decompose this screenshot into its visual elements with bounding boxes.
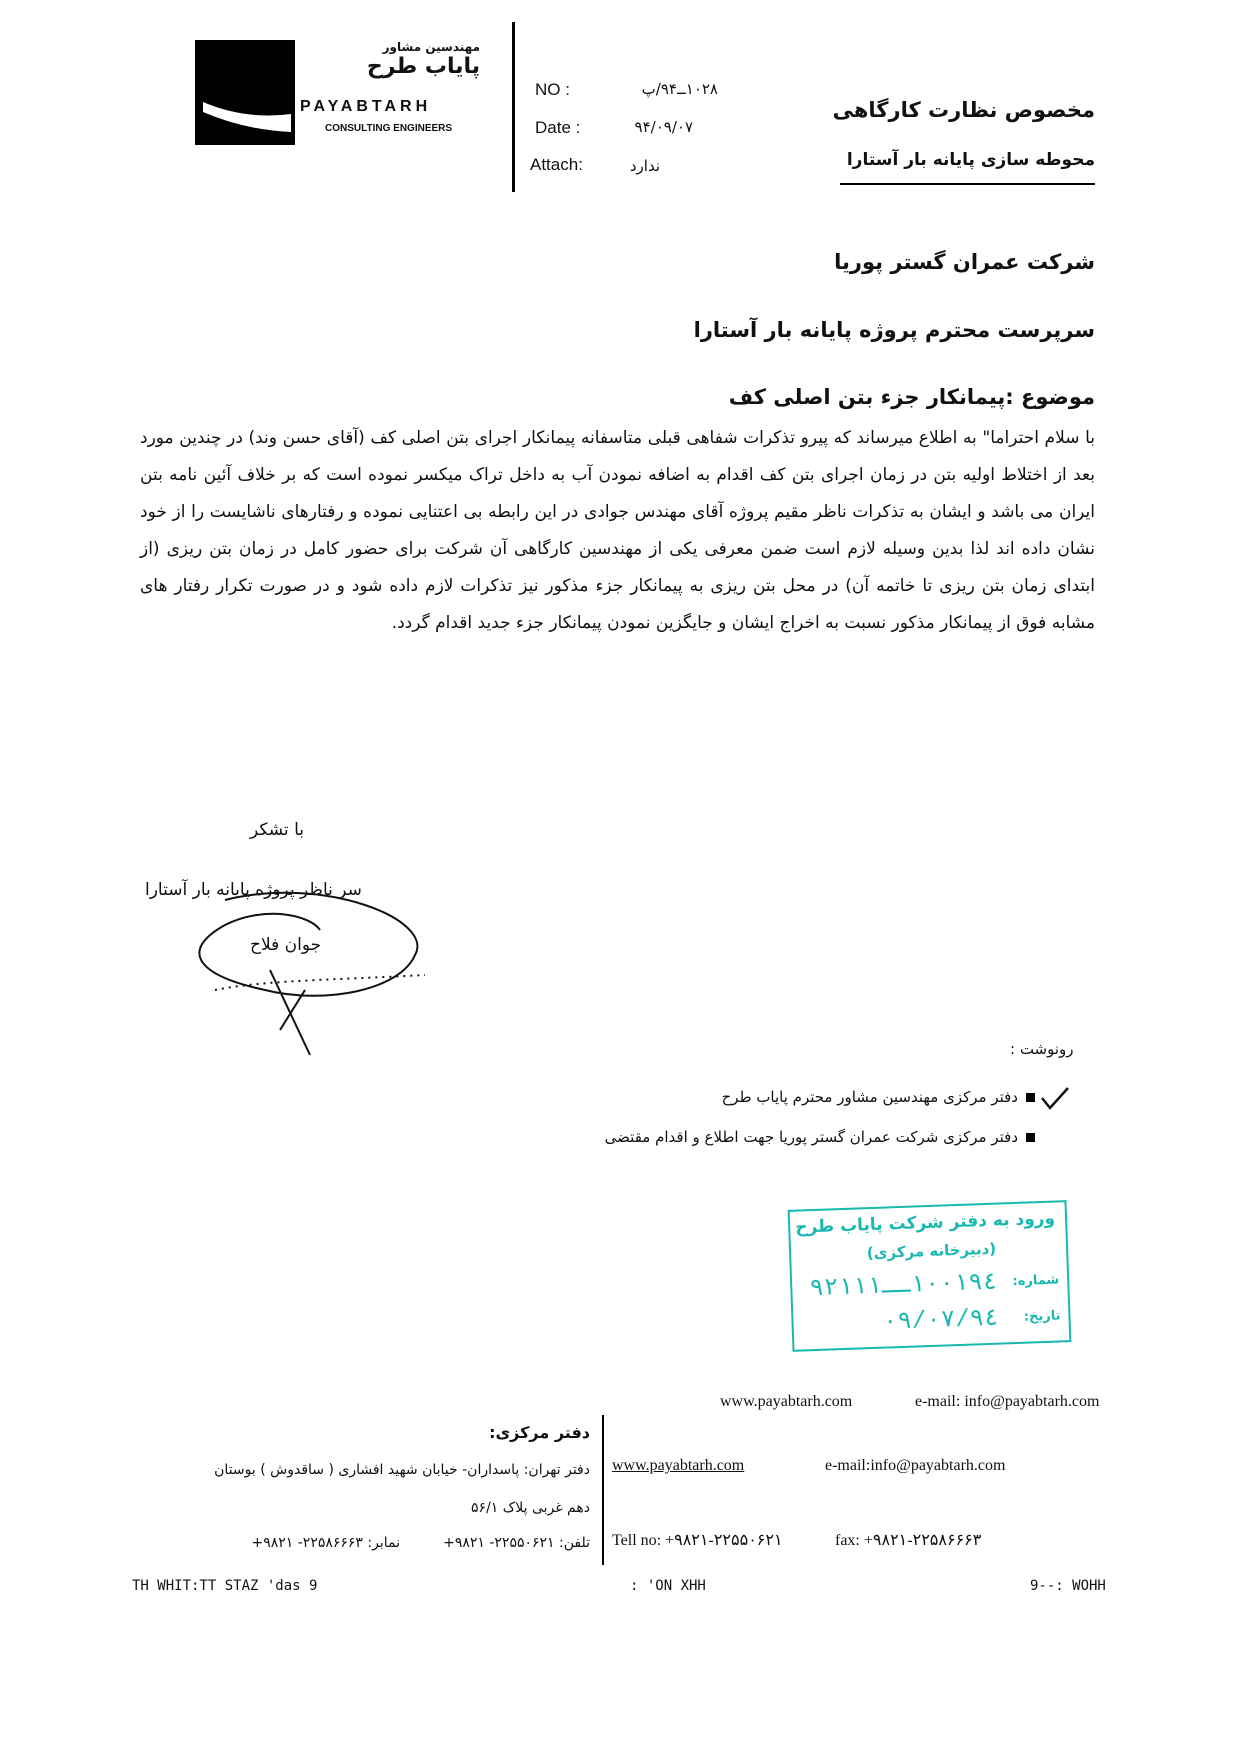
recipient-title: سرپرست محترم پروژه پایانه بار آستارا — [693, 318, 1095, 342]
footer-website[interactable]: www.payabtarh.com — [612, 1457, 745, 1474]
footer-phone-fa: تلفن: ۲۲۵۵۰۶۲۱- ۹۸۲۱+ — [443, 1535, 590, 1551]
project-underline — [840, 183, 1095, 185]
recipient-company: شرکت عمران گستر پوریا — [834, 250, 1095, 274]
letter-number: ۱۰۲۸ــ۹۴/پ — [641, 80, 718, 98]
received-stamp — [788, 1200, 1072, 1352]
cc-item — [722, 1088, 1035, 1106]
letter-body: با سلام احتراما" به اطلاع میرساند که پیرو تذکرات شفاهی قبلی متاسفانه پیمانکار اجرای بتن اصلی کف (آقای حسن وند) در چندین مورد بعد از اختلاط اولیه بتن در زمان اجرای بتن کف اقدام به اضافه نمودن آب به داخل تراک میکسر نموده است که بر خلاف آئین نامه بتن ایران می باشد و ایشان به تذکرات ناظر مقیم پروژه آقای مهندس جوادی در این رابطه بی اعتنایی نموده و رفتارهای ناشایست را از خود نشان داده اند لذا بدین وسیله لازم است ضمن معرفی یکی از مهندسین کارگاهی آن شرکت برای حضور کامل در زمان بتن ریزی (از ابتدای زمان بتن ریزی تا خاتمه آن) در محل بتن ریزی به پیمانکار جزء مذکور نیز تذکرات لازم داده شود و در صورت تکرار رفتار های مشابه فوق از پیمانکار مذکور نسبت به اخراج ایشان و جایگزین نمودن پیمانکار جزء جدید اقدام گردد. — [140, 428, 1095, 633]
footer-website-top[interactable]: www.payabtarh.com — [720, 1393, 853, 1410]
attach-value: ندارد — [629, 157, 660, 175]
logo-mark — [195, 40, 295, 145]
checkmark-icon — [1040, 1086, 1070, 1112]
fax-header-left: TH WHIT:TT STAZ 'das 9 — [132, 1578, 318, 1594]
fax-header-middle: : 'ON XHH — [630, 1578, 706, 1594]
company-logo — [190, 35, 490, 155]
header-divider — [512, 22, 515, 192]
letter-subject: موضوع :پیمانکار جزء بتن اصلی کف — [728, 385, 1095, 409]
attach-label: Attach: — [530, 155, 583, 174]
logo-tagline: CONSULTING ENGINEERS — [325, 123, 453, 134]
letter-date: ۹۴/۰۹/۰۷ — [634, 118, 693, 136]
bullet-icon — [1026, 1133, 1035, 1142]
stamp-date: ۹٤/۰۹/۰۷ — [882, 1305, 1000, 1337]
footer-address-line1: دفتر تهران: پاسداران- خیابان شهید افشاری ( ساقدوش ) بوستان — [214, 1462, 590, 1478]
cc-item — [605, 1128, 1035, 1146]
stamp-subtitle: (دبیرخانه مرکزی) — [866, 1239, 997, 1263]
stamp-title: ورود به دفتر شرکت پایاب طرح — [794, 1208, 1056, 1238]
project-name: محوطه سازی پایانه بار آستارا — [846, 150, 1095, 170]
date-label: Date : — [535, 118, 581, 137]
signer-title: سر ناظر پروژه پایانه بار آستارا — [145, 880, 362, 900]
logo-fa-name: پایاب طرح — [366, 54, 480, 79]
logo-latin-name: PAYABTARH — [300, 98, 432, 115]
footer-fax-fa: نمابر: ۲۲۵۸۶۶۶۳- ۹۸۲۱+ — [251, 1535, 400, 1551]
footer-divider — [602, 1415, 604, 1565]
logo-fa-small: مهندسین مشاور — [382, 40, 480, 54]
cc-item-text: دفتر مرکزی شرکت عمران گستر پوریا جهت اطلاع و اقدام مقتضی — [604, 1128, 1018, 1146]
footer-email[interactable]: e-mail:info@payabtarh.com — [825, 1457, 1006, 1474]
confidential-note: مخصوص نظارت کارگاهی — [832, 98, 1095, 122]
stamp-date-label: تاریخ: — [1023, 1308, 1061, 1325]
bullet-icon — [1026, 1093, 1035, 1102]
cc-item-text: دفتر مرکزی مهندسین مشاور محترم پایاب طرح — [721, 1088, 1018, 1106]
signer-name: جوان فلاح — [250, 935, 322, 955]
closing-thanks: با تشکر — [250, 820, 304, 840]
footer-office-label: دفتر مرکزی: — [489, 1423, 590, 1442]
no-label: NO : — [535, 80, 570, 99]
cc-label: رونوشت : — [1010, 1040, 1074, 1058]
footer-fax: fax: +۹۸۲۱-۲۲۵۸۶۶۶۳ — [835, 1532, 982, 1549]
footer-address-line2: دهم غربی پلاک ۵۶/۱ — [471, 1500, 590, 1516]
footer-email-top[interactable]: e-mail: info@payabtarh.com — [915, 1393, 1100, 1410]
fax-header-right: 9--: WOHH — [1030, 1578, 1106, 1594]
stamp-number: ۱۰۰۱۹٤ــ۹۲۱۱۱ — [809, 1269, 998, 1304]
signature-drawing — [185, 880, 445, 1060]
footer-tel: Tell no: +۹۸۲۱-۲۲۵۵۰۶۲۱ — [612, 1532, 783, 1549]
stamp-number-label: شماره: — [1012, 1272, 1060, 1290]
